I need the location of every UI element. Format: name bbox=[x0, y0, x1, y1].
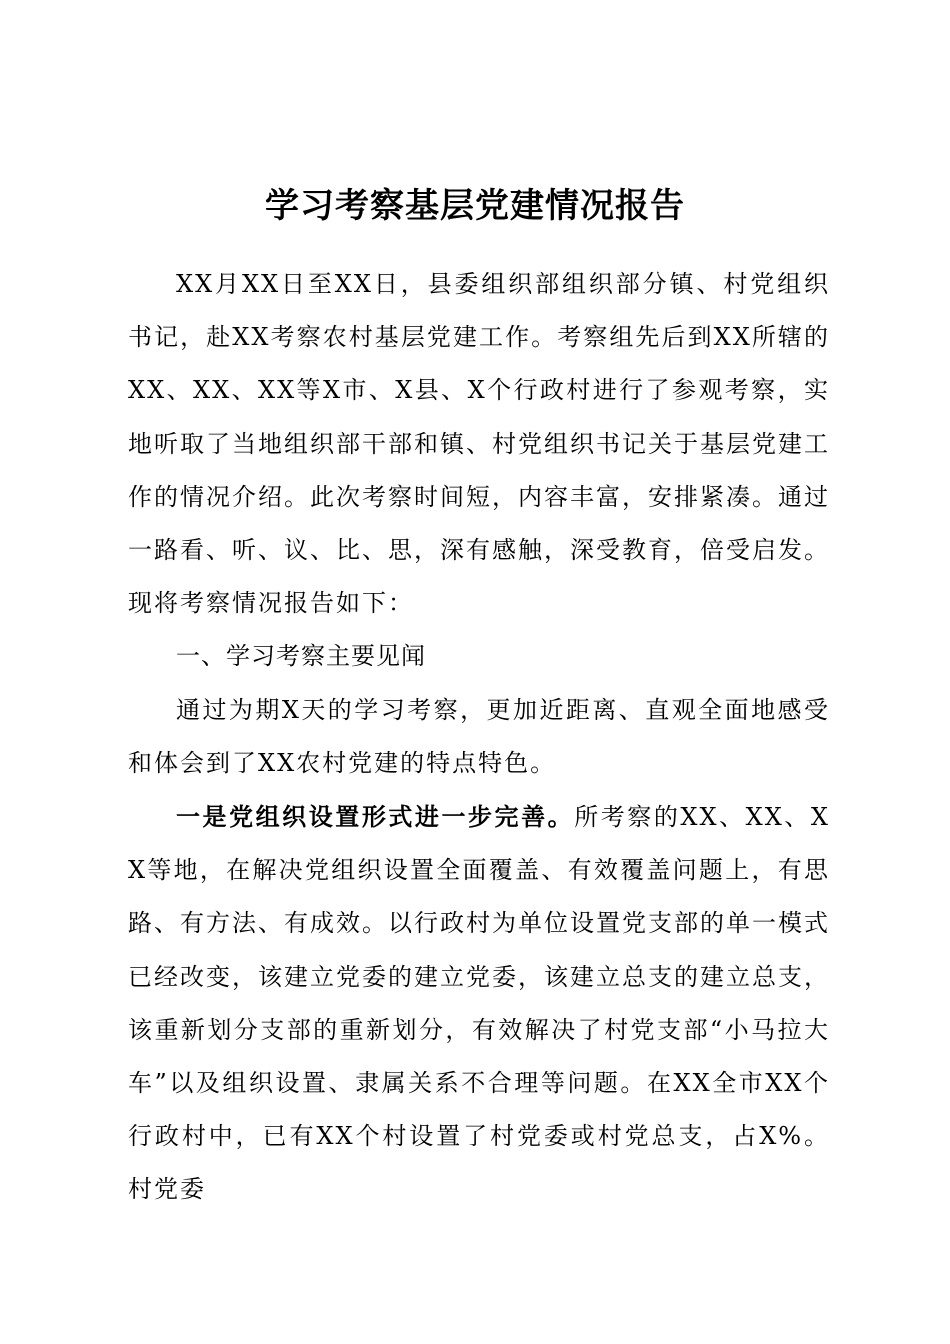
point-one-paragraph bbox=[128, 790, 830, 1217]
section-heading: 一、学习考察主要见闻 bbox=[176, 642, 426, 671]
point-one-lead: 一是党组织设置形式进一步完善。 bbox=[176, 802, 575, 832]
point-one-text: 所考察的XX、XX、XX等地，在解决党组织设置全面覆盖、有效覆盖问题上，有思路、有方法、有成效。以行政村为单位设置党支部的单一模式已经改变，该建立党委的建立党委，该建立总支的建立总支，该重新划分支部的重新划分，有效解决了村党支部“小马拉大车”以及组织设置、隶属关系不合理等问题。在XX全市XX个行政村中，已有XX个村设置了村党委或村党总支，占X%。村党委 bbox=[128, 803, 831, 1204]
section-intro-paragraph: 通过为期X天的学习考察，更加近距离、直观全面地感受和体会到了XX农村党建的特点特色。 bbox=[128, 695, 830, 777]
document-title: 学习考察基层党建情况报告 bbox=[265, 186, 685, 226]
document-body bbox=[128, 258, 830, 1217]
intro-paragraph: XX月XX日至XX日，县委组织部组织部分镇、村党组织书记，赴XX考察农村基层党建工作。考察组先后到XX所辖的XX、XX、XX等X市、X县、X个行政村进行了参观考察，实地听取了当地组织部干部和镇、村党组织书记关于基层党建工作的情况介绍。此次考察时间短，内容丰富，安排紧凑。通过一路看、听、议、比、思，深有感触，深受教育，倍受启发。现将考察情况报告如下： bbox=[128, 270, 830, 618]
